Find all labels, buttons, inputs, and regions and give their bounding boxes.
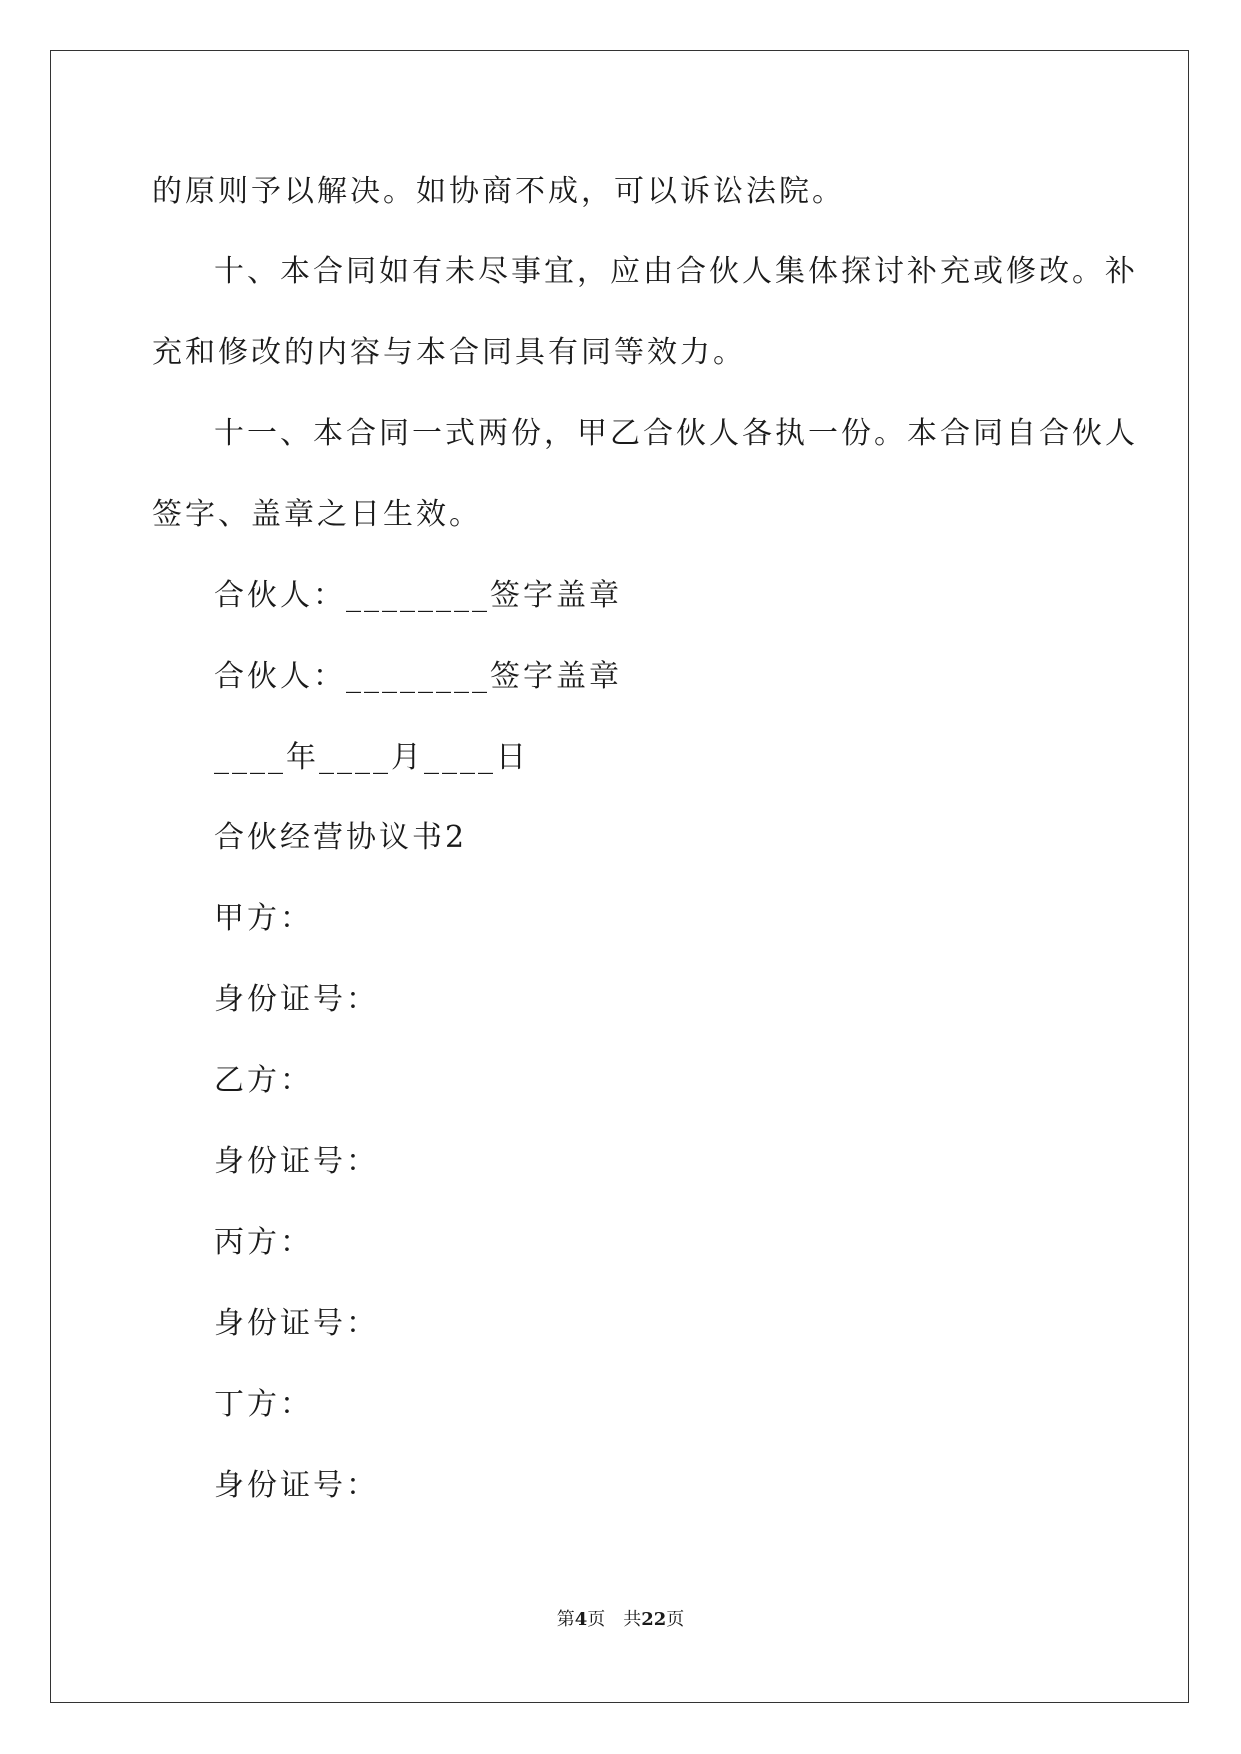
paragraph-line: 充和修改的内容与本合同具有同等效力。 bbox=[152, 335, 746, 370]
paragraph-line: 的原则予以解决。如协商不成，可以诉讼法院。 bbox=[152, 174, 845, 209]
signature-line: 合伙人：________签字盖章 bbox=[214, 578, 622, 613]
party-field: 丙方： bbox=[214, 1225, 313, 1260]
paragraph-line: 十、本合同如有未尽事宜，应由合伙人集体探讨补充或修改。补 bbox=[214, 254, 1138, 289]
party-field: 甲方： bbox=[214, 901, 313, 936]
section-title: 合伙经营协议书2 bbox=[214, 820, 468, 855]
date-line: ____年____月____日 bbox=[214, 740, 529, 775]
signature-line: 合伙人：________签字盖章 bbox=[214, 659, 622, 694]
page-mid-text: 页 共 bbox=[587, 1609, 642, 1630]
paragraph-line: 签字、盖章之日生效。 bbox=[152, 497, 482, 532]
total-page-number: 22 bbox=[641, 1609, 667, 1630]
current-page-number: 4 bbox=[574, 1609, 588, 1630]
id-number-field: 身份证号： bbox=[214, 1306, 379, 1341]
page-border bbox=[50, 50, 1189, 1703]
paragraph-line: 十一、本合同一式两份，甲乙合伙人各执一份。本合同自合伙人 bbox=[214, 416, 1138, 451]
party-field: 丁方： bbox=[214, 1387, 313, 1422]
party-field: 乙方： bbox=[214, 1063, 313, 1098]
id-number-field: 身份证号： bbox=[214, 1144, 379, 1179]
page-number-footer bbox=[0, 1608, 1241, 1632]
page-suffix: 页 bbox=[666, 1609, 685, 1630]
id-number-field: 身份证号： bbox=[214, 982, 379, 1017]
page-prefix: 第 bbox=[556, 1609, 575, 1630]
id-number-field: 身份证号： bbox=[214, 1468, 379, 1503]
